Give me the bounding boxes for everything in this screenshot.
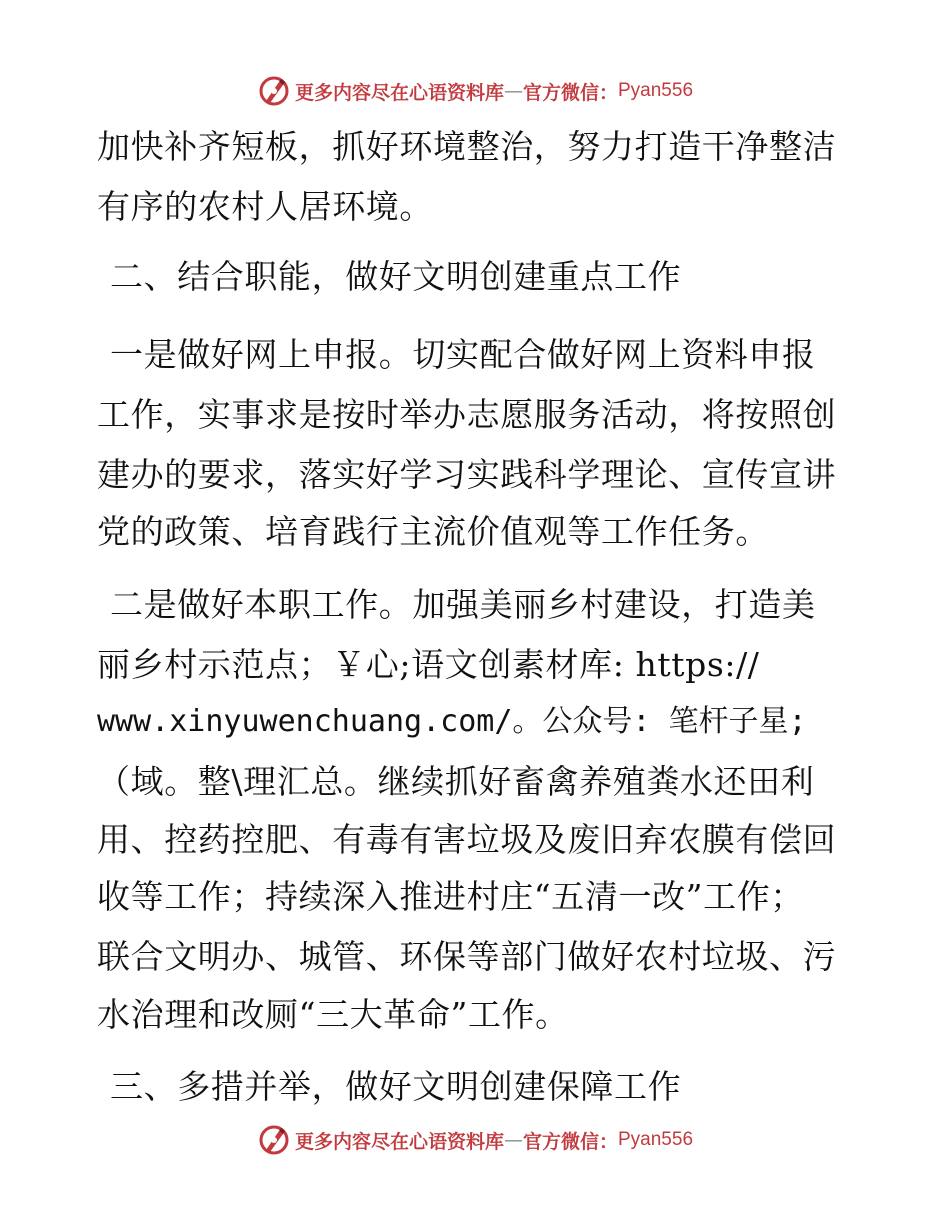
text-line: 建办的要求，落实好学习实践科学理论、宣传宣讲 [97,455,837,494]
text-line: 收等工作；持续深入推进村庄“五清一改”工作； [97,877,804,916]
text-line: （域。整\理汇总。继续抓好畜禽养殖粪水还田利 [97,762,815,801]
banner-wechat-id: Pyan556 [618,1129,694,1150]
text-line: 用、控药控肥、有毒有害垃圾及废旧弃农膜有偿回 [97,820,837,859]
text-line: 联合文明办、城管、环保等部门做好农村垃圾、污 [97,937,837,976]
text-line: 党的政策、培育践行主流价值观等工作任务。 [97,512,769,551]
text-line: 有序的农村人居环境。 [97,187,433,226]
banner-wechat-label: 官方微信： [522,1130,618,1153]
header-banner [0,71,950,111]
footer-banner [0,1120,950,1160]
text-line: 加快补齐短板，抓好环境整治，努力打造干净整洁 [97,127,837,166]
banner-separator: — [503,1129,523,1151]
section-heading: 二、结合职能，做好文明创建重点工作 [110,257,682,296]
banner-brand-text: 更多内容尽在心语资料库 [294,1130,504,1153]
pen-logo-icon [257,1123,291,1157]
text-line: www.xinyuwenchuang.com/。公众号: 笔杆子星; [97,704,807,739]
section-heading: 三、多措并举，做好文明创建保障工作 [110,1067,682,1106]
banner-wechat-label: 官方微信： [522,81,618,104]
banner-separator: — [503,80,523,102]
text-line: 一是做好网上申报。切实配合做好网上资料申报 [110,335,816,374]
text-line: 水治理和改厕“三大革命”工作。 [97,995,569,1034]
pen-logo-icon [257,74,291,108]
text-line: 丽乡村示范点；￥心;语文创素材库: https:// [97,645,760,684]
text-line: 二是做好本职工作。加强美丽乡村建设，打造美 [110,585,816,624]
banner-wechat-id: Pyan556 [618,80,694,101]
text-line: 工作，实事求是按时举办志愿服务活动，将按照创 [97,395,837,434]
banner-brand-text: 更多内容尽在心语资料库 [294,81,504,104]
